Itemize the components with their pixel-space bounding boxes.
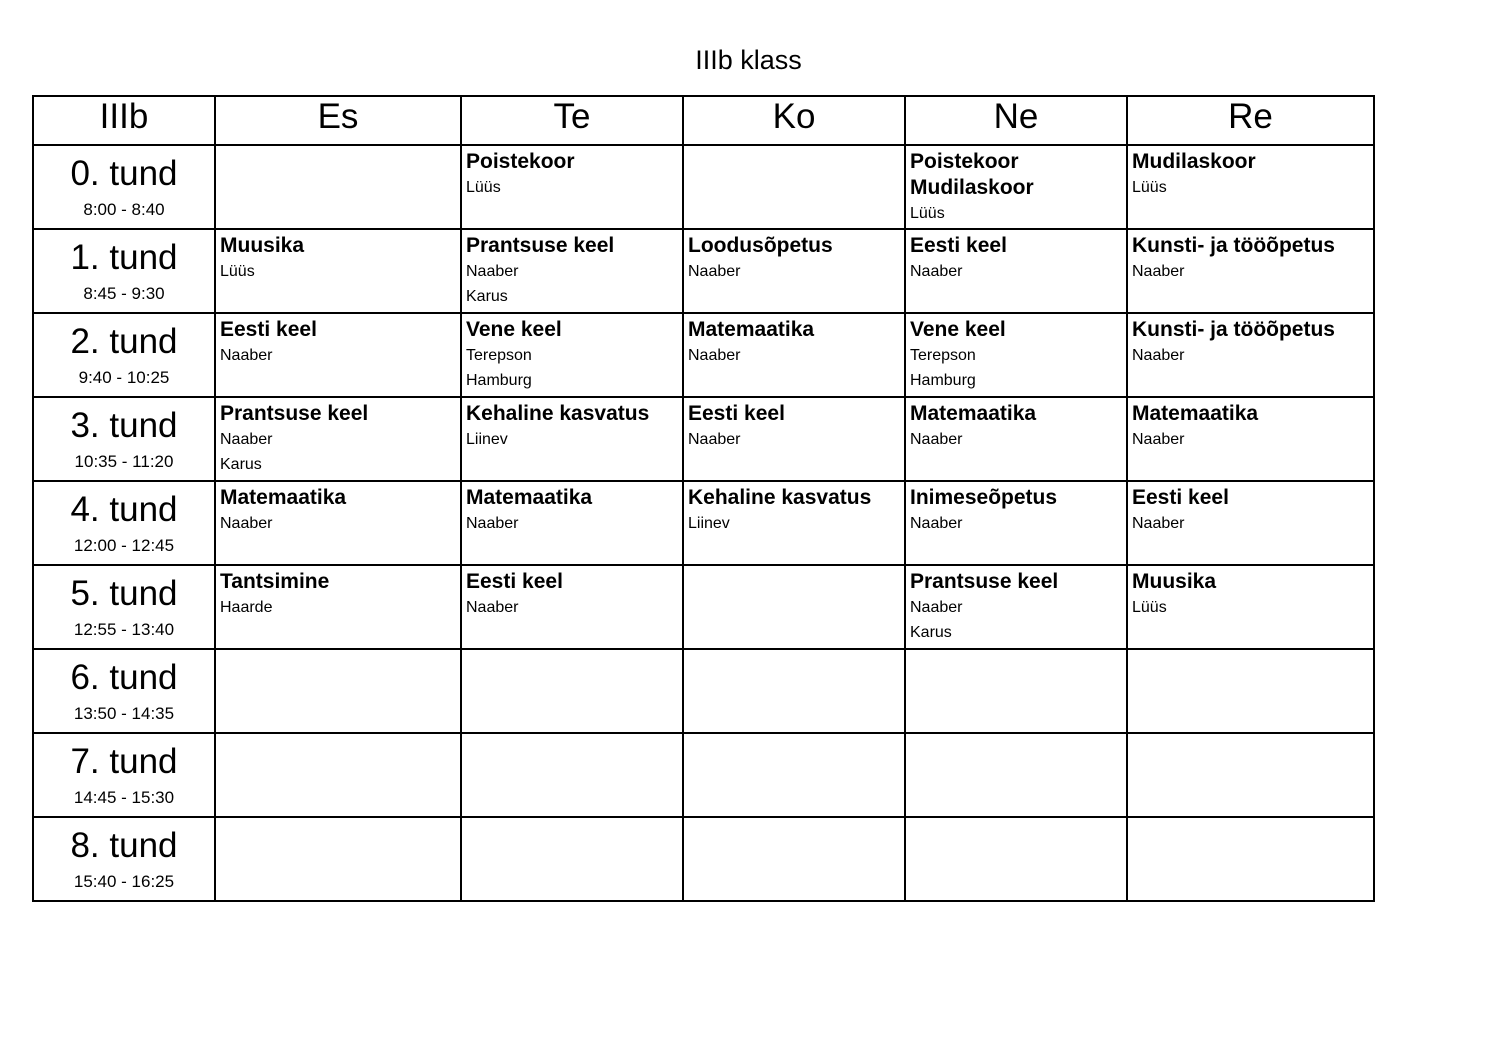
teacher-name: Naaber: [910, 515, 963, 532]
cell-entries: [462, 566, 682, 620]
cell-entries: [684, 398, 904, 452]
timetable: [32, 95, 1375, 902]
cell-entries: [906, 398, 1126, 452]
lesson-name: 0. tund: [70, 154, 178, 193]
cell-entries: [1128, 650, 1373, 653]
subject-name: Eesti keel: [688, 402, 785, 425]
teacher-name: Haarde: [220, 599, 273, 616]
teacher-name: Lüüs: [1132, 179, 1167, 196]
schedule-cell: [1127, 481, 1374, 565]
schedule-cell: [683, 733, 905, 817]
cell-entries: [906, 818, 1126, 821]
schedule-cell: [461, 733, 683, 817]
teacher-name: Naaber: [1132, 431, 1185, 448]
lesson-time: 12:55 - 13:40: [73, 620, 175, 639]
schedule-cell: [905, 313, 1127, 397]
cell-entries: [216, 482, 460, 536]
teacher-name: Terepson: [910, 347, 976, 364]
teacher-name: Naaber: [688, 347, 741, 364]
day-header: Ne: [905, 96, 1127, 145]
schedule-cell: [905, 733, 1127, 817]
cell-entries: [462, 734, 682, 737]
schedule-cell: [215, 565, 461, 649]
cell-entries: [216, 146, 460, 149]
subject-name: Kehaline kasvatus: [688, 486, 872, 509]
lesson-time: 13:50 - 14:35: [73, 704, 175, 723]
schedule-cell: [905, 229, 1127, 313]
cell-entries: [906, 482, 1126, 536]
schedule-cell: [683, 397, 905, 481]
teacher-name: Naaber: [466, 515, 519, 532]
subject-name: Inimeseõpetus: [910, 486, 1058, 509]
cell-entries: [684, 566, 904, 569]
lesson-name: 4. tund: [70, 490, 178, 529]
cell-entries: [684, 230, 904, 284]
schedule-cell: [683, 145, 905, 229]
teacher-name: Karus: [466, 288, 508, 305]
lesson-time: 14:45 - 15:30: [73, 788, 175, 807]
subject-name: Eesti keel: [466, 570, 563, 593]
subject-name: Eesti keel: [220, 318, 317, 341]
schedule-cell: [905, 565, 1127, 649]
page-title: IIIb klass: [695, 45, 802, 75]
teacher-name: Karus: [910, 624, 952, 641]
lesson-time: 9:40 - 10:25: [78, 368, 170, 387]
lesson-row: [33, 481, 1374, 565]
cell-entries: [1128, 230, 1373, 284]
lesson-label-cell: [33, 145, 215, 229]
teacher-name: Lüüs: [910, 205, 945, 222]
teacher-name: Lüüs: [220, 263, 255, 280]
subject-name: Kunsti- ja tööõpetus: [1132, 318, 1335, 341]
schedule-cell: [683, 229, 905, 313]
lesson-time: 10:35 - 11:20: [74, 452, 174, 471]
schedule-cell: [215, 397, 461, 481]
subject-name: Mudilaskoor: [910, 176, 1034, 199]
cell-entries: [1128, 566, 1373, 620]
schedule-cell: [1127, 145, 1374, 229]
lesson-time: 8:00 - 8:40: [83, 200, 165, 219]
day-header: Te: [461, 96, 683, 145]
cell-entries: [684, 734, 904, 737]
lesson-label-cell: [33, 481, 215, 565]
lesson-name: 7. tund: [70, 742, 178, 781]
subject-name: Prantsuse keel: [220, 402, 369, 425]
lesson-name: 3. tund: [70, 406, 178, 445]
cell-entries: [216, 398, 460, 477]
lesson-row: [33, 229, 1374, 313]
schedule-cell: [1127, 313, 1374, 397]
teacher-name: Liinev: [688, 515, 730, 532]
teacher-name: Naaber: [910, 263, 963, 280]
lesson-label-cell: [33, 733, 215, 817]
schedule-cell: [215, 229, 461, 313]
schedule-cell: [215, 145, 461, 229]
subject-name: Kunsti- ja tööõpetus: [1132, 234, 1335, 257]
cell-entries: [906, 230, 1126, 284]
cell-entries: [1128, 314, 1373, 368]
lesson-label-cell: [33, 229, 215, 313]
schedule-cell: [215, 733, 461, 817]
lesson-label-cell: [33, 649, 215, 733]
lesson-name: 1. tund: [70, 238, 178, 277]
cell-entries: [684, 482, 904, 536]
day-header: Es: [215, 96, 461, 145]
lesson-name: 8. tund: [70, 826, 178, 865]
teacher-name: Lüüs: [466, 179, 501, 196]
schedule-cell: [683, 649, 905, 733]
cell-entries: [216, 734, 460, 737]
schedule-cell: [683, 313, 905, 397]
cell-entries: [216, 650, 460, 653]
lesson-row: [33, 565, 1374, 649]
schedule-cell: [1127, 397, 1374, 481]
schedule-cell: [1127, 649, 1374, 733]
day-header: Ko: [683, 96, 905, 145]
subject-name: Prantsuse keel: [910, 570, 1059, 593]
schedule-cell: [683, 481, 905, 565]
schedule-cell: [1127, 817, 1374, 901]
cell-entries: [906, 650, 1126, 653]
teacher-name: Naaber: [910, 599, 963, 616]
teacher-name: Liinev: [466, 431, 508, 448]
cell-entries: [684, 314, 904, 368]
cell-entries: [216, 818, 460, 821]
cell-entries: [462, 230, 682, 309]
cell-entries: [462, 818, 682, 821]
schedule-cell: [1127, 565, 1374, 649]
subject-name: Eesti keel: [1132, 486, 1229, 509]
subject-name: Matemaatika: [220, 486, 347, 509]
header-row: [33, 96, 1374, 145]
teacher-name: Naaber: [220, 431, 273, 448]
cell-entries: [462, 482, 682, 536]
teacher-name: Hamburg: [910, 372, 976, 389]
cell-entries: [906, 734, 1126, 737]
subject-name: Prantsuse keel: [466, 234, 615, 257]
cell-entries: [906, 146, 1126, 226]
teacher-name: Naaber: [1132, 347, 1185, 364]
lesson-label-cell: [33, 397, 215, 481]
subject-name: Matemaatika: [466, 486, 593, 509]
schedule-cell: [683, 817, 905, 901]
teacher-name: Karus: [220, 456, 262, 473]
schedule-cell: [215, 481, 461, 565]
subject-name: Matemaatika: [1132, 402, 1259, 425]
cell-entries: [216, 566, 460, 620]
schedule-cell: [461, 565, 683, 649]
cell-entries: [1128, 482, 1373, 536]
subject-name: Kehaline kasvatus: [466, 402, 650, 425]
schedule-cell: [461, 145, 683, 229]
teacher-name: Naaber: [220, 515, 273, 532]
teacher-name: Naaber: [688, 431, 741, 448]
lesson-name: 6. tund: [70, 658, 178, 697]
cell-entries: [1128, 146, 1373, 200]
schedule-cell: [905, 397, 1127, 481]
cell-entries: [216, 314, 460, 368]
schedule-cell: [1127, 733, 1374, 817]
teacher-name: Naaber: [220, 347, 273, 364]
lesson-row: [33, 145, 1374, 229]
lesson-row: [33, 313, 1374, 397]
cell-entries: [462, 398, 682, 452]
schedule-cell: [461, 649, 683, 733]
lesson-label-cell: [33, 313, 215, 397]
schedule-cell: [215, 817, 461, 901]
teacher-name: Hamburg: [466, 372, 532, 389]
subject-name: Matemaatika: [910, 402, 1037, 425]
lesson-row: [33, 649, 1374, 733]
cell-entries: [462, 146, 682, 200]
cell-entries: [1128, 398, 1373, 452]
cell-entries: [1128, 734, 1373, 737]
subject-name: Vene keel: [466, 318, 562, 341]
subject-name: Poistekoor: [910, 150, 1019, 173]
teacher-name: Naaber: [1132, 263, 1185, 280]
lesson-time: 12:00 - 12:45: [73, 536, 175, 555]
schedule-cell: [461, 313, 683, 397]
subject-name: Muusika: [220, 234, 305, 257]
schedule-cell: [215, 313, 461, 397]
schedule-cell: [905, 817, 1127, 901]
day-header: Re: [1127, 96, 1374, 145]
cell-entries: [462, 314, 682, 393]
schedule-cell: [461, 229, 683, 313]
cell-entries: [684, 146, 904, 149]
teacher-name: Lüüs: [1132, 599, 1167, 616]
lesson-time: 15:40 - 16:25: [73, 872, 175, 891]
teacher-name: Naaber: [910, 431, 963, 448]
lesson-row: [33, 397, 1374, 481]
schedule-cell: [905, 481, 1127, 565]
cell-entries: [906, 314, 1126, 393]
lesson-label-cell: [33, 817, 215, 901]
schedule-cell: [905, 145, 1127, 229]
lesson-row: [33, 733, 1374, 817]
schedule-cell: [461, 481, 683, 565]
subject-name: Mudilaskoor: [1132, 150, 1256, 173]
lesson-row: [33, 817, 1374, 901]
subject-name: Muusika: [1132, 570, 1217, 593]
subject-name: Tantsimine: [220, 570, 330, 593]
subject-name: Eesti keel: [910, 234, 1007, 257]
teacher-name: Naaber: [466, 263, 519, 280]
schedule-cell: [215, 649, 461, 733]
cell-entries: [462, 650, 682, 653]
lesson-name: 5. tund: [70, 574, 178, 613]
cell-entries: [906, 566, 1126, 645]
teacher-name: Naaber: [1132, 515, 1185, 532]
schedule-cell: [461, 817, 683, 901]
cell-entries: [1128, 818, 1373, 821]
cell-entries: [684, 650, 904, 653]
subject-name: Poistekoor: [466, 150, 575, 173]
teacher-name: Terepson: [466, 347, 532, 364]
lesson-name: 2. tund: [70, 322, 178, 361]
schedule-cell: [905, 649, 1127, 733]
lesson-label-cell: [33, 565, 215, 649]
subject-name: Matemaatika: [688, 318, 815, 341]
schedule-cell: [1127, 229, 1374, 313]
schedule-cell: [461, 397, 683, 481]
schedule-cell: [683, 565, 905, 649]
teacher-name: Naaber: [688, 263, 741, 280]
teacher-name: Naaber: [466, 599, 519, 616]
subject-name: Loodusõpetus: [688, 234, 833, 257]
cell-entries: [216, 230, 460, 284]
class-label-header: IIIb: [33, 96, 215, 145]
timetable-body: [33, 145, 1374, 901]
subject-name: Vene keel: [910, 318, 1006, 341]
cell-entries: [684, 818, 904, 821]
lesson-time: 8:45 - 9:30: [83, 284, 165, 303]
